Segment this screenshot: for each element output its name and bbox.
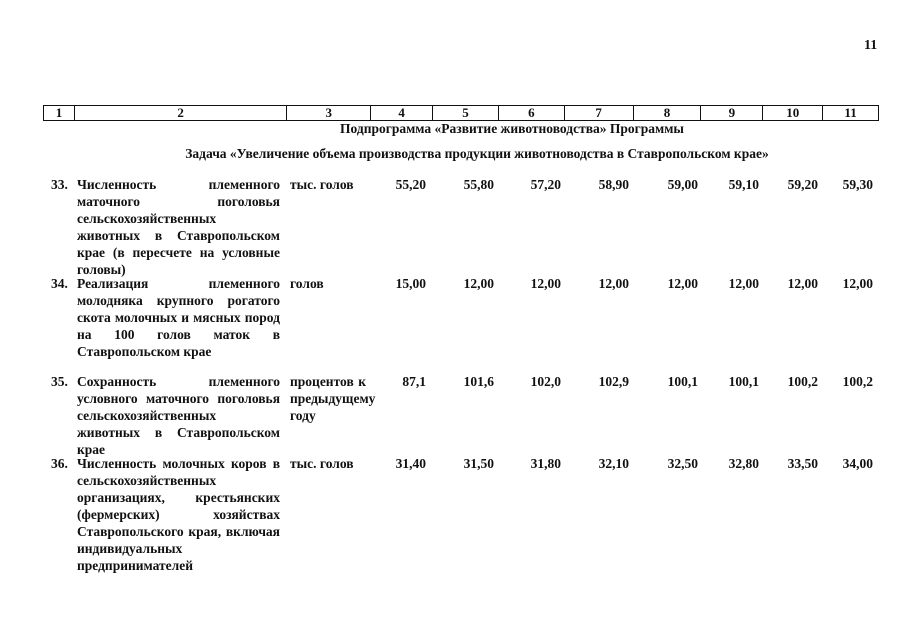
indicator-name: Реализация племенного молодняка крупного рогатого скота молочных и мясных пород на 100 голов маток в Ставропольском крае <box>77 276 280 359</box>
row-number: 36. <box>51 456 68 471</box>
value-cell: 12,00 <box>667 276 698 291</box>
value-cell: 31,50 <box>463 456 494 471</box>
header-cell: 1 <box>44 106 75 120</box>
value-cell: 12,00 <box>598 276 629 291</box>
value-cell: 100,1 <box>667 374 698 389</box>
value-cell: 102,0 <box>530 374 561 389</box>
column-number-header <box>43 105 879 121</box>
value-cell: 57,20 <box>530 177 561 192</box>
value-cell: 31,80 <box>530 456 561 471</box>
task-title: Задача «Увеличение объема производства продукции животноводства в Ставропольском крае» <box>185 146 769 161</box>
row-number: 33. <box>51 177 68 192</box>
value-cell: 87,1 <box>402 374 426 389</box>
indicator-name: Сохранность племенного условного маточного поголовья сельскохозяйственных животных в Ставропольском крае <box>77 374 280 457</box>
row-number: 35. <box>51 374 68 389</box>
header-cell: 3 <box>287 106 371 120</box>
subprogram-title: Подпрограмма «Развитие животноводства» Программы <box>340 121 684 136</box>
value-cell: 32,80 <box>728 456 759 471</box>
header-cell: 2 <box>75 106 287 120</box>
value-cell: 101,6 <box>463 374 494 389</box>
indicator-name: Численность молочных коров в сельскохозяйственных организациях, крестьянских (фермерских) хозяйствах Ставропольского края, включая индивидуальных предпринимателей <box>77 456 280 573</box>
row-number: 34. <box>51 276 68 291</box>
value-cell: 32,50 <box>667 456 698 471</box>
value-cell: 32,10 <box>598 456 629 471</box>
header-cell: 10 <box>763 106 823 120</box>
unit-of-measure: процентов к предыдущему году <box>290 374 376 423</box>
header-cell: 7 <box>565 106 634 120</box>
header-cell: 6 <box>499 106 565 120</box>
value-cell: 59,00 <box>667 177 698 192</box>
value-cell: 34,00 <box>842 456 873 471</box>
value-cell: 55,80 <box>463 177 494 192</box>
unit-of-measure: тыс. голов <box>290 456 354 471</box>
header-cell: 8 <box>634 106 702 120</box>
value-cell: 59,10 <box>728 177 759 192</box>
value-cell: 12,00 <box>530 276 561 291</box>
value-cell: 15,00 <box>395 276 426 291</box>
value-cell: 12,00 <box>463 276 494 291</box>
value-cell: 12,00 <box>842 276 873 291</box>
header-cell: 5 <box>433 106 499 120</box>
value-cell: 100,2 <box>787 374 818 389</box>
value-cell: 33,50 <box>787 456 818 471</box>
value-cell: 31,40 <box>395 456 426 471</box>
page-number: 11 <box>864 38 878 53</box>
unit-of-measure: тыс. голов <box>290 177 354 192</box>
value-cell: 12,00 <box>728 276 759 291</box>
value-cell: 100,2 <box>842 374 873 389</box>
header-cell: 11 <box>844 105 857 120</box>
value-cell: 58,90 <box>598 177 629 192</box>
header-cell: 9 <box>701 106 763 120</box>
header-cell: 4 <box>371 106 433 120</box>
value-cell: 102,9 <box>598 374 629 389</box>
unit-of-measure: голов <box>290 276 324 291</box>
value-cell: 55,20 <box>395 177 426 192</box>
value-cell: 100,1 <box>728 374 759 389</box>
indicator-name: Численность племенного маточного поголовья сельскохозяйственных животных в Ставропольском крае (в пересчете на условные головы) <box>77 177 280 277</box>
value-cell: 59,30 <box>842 177 873 192</box>
value-cell: 59,20 <box>787 177 818 192</box>
value-cell: 12,00 <box>787 276 818 291</box>
